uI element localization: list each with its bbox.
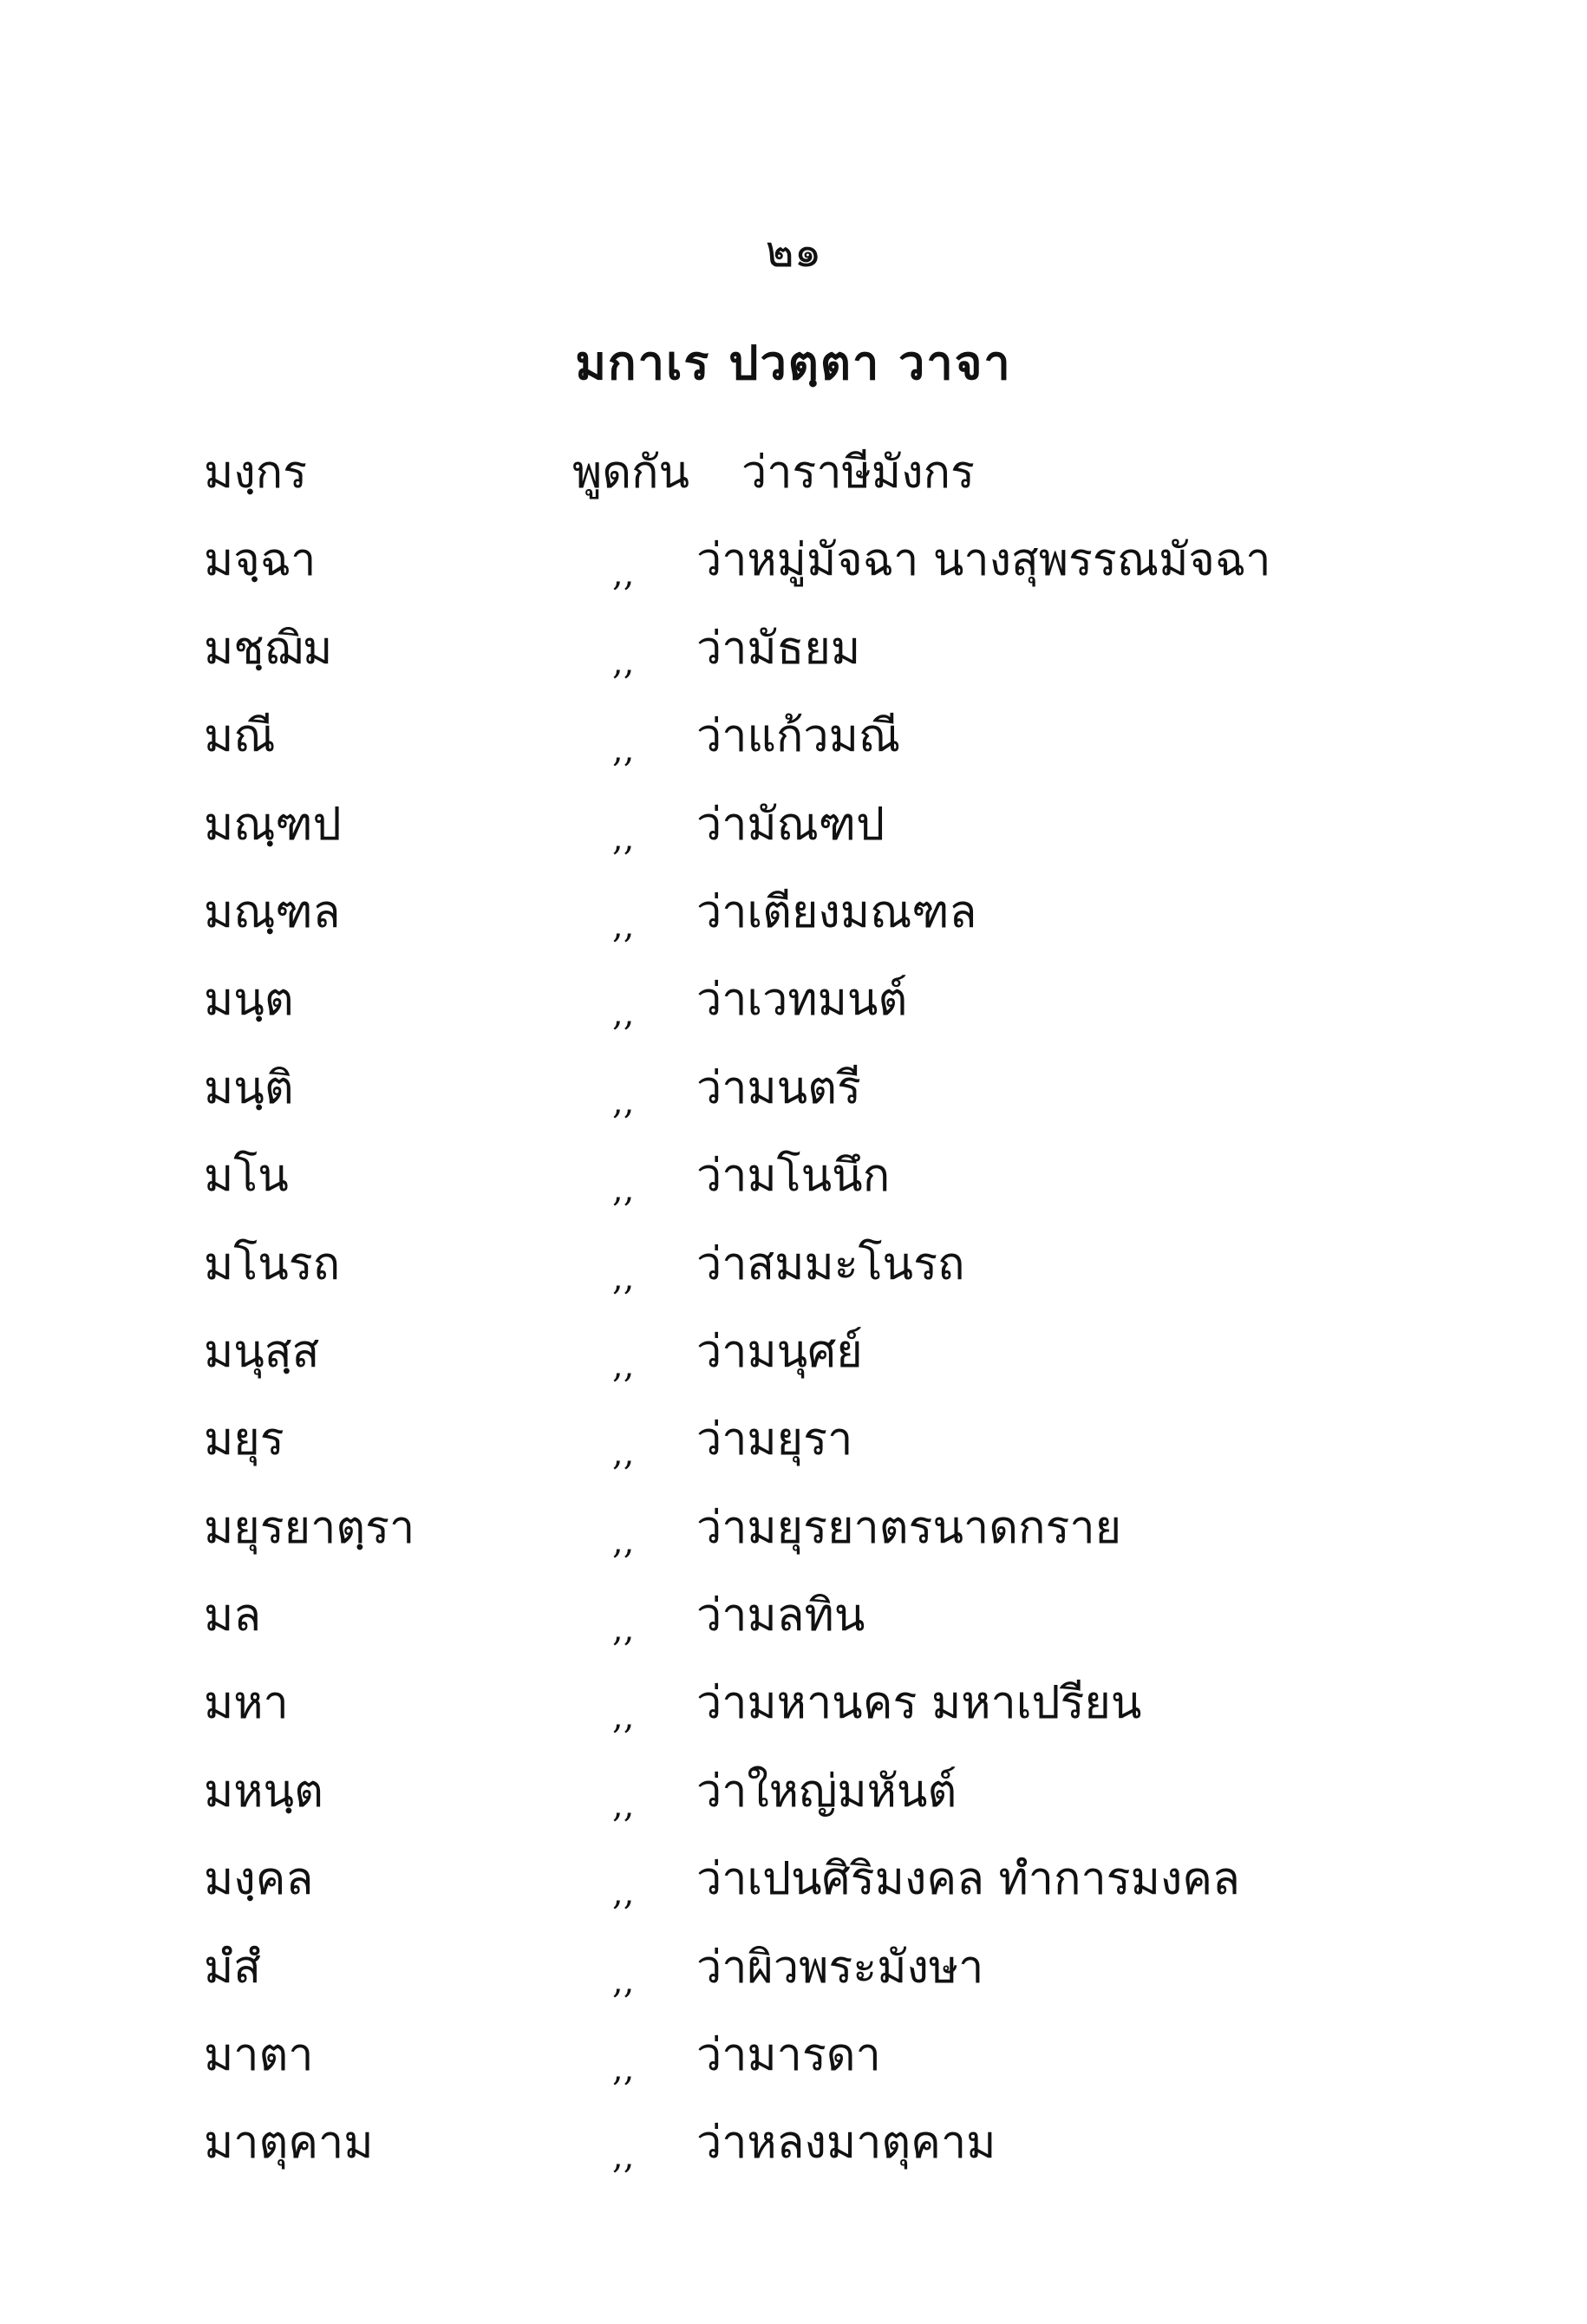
glossary-list	[0, 430, 1587, 2189]
glossary-entry	[0, 957, 1587, 1045]
entry-marker: ,,	[612, 2049, 635, 2090]
glossary-entry	[0, 1046, 1587, 1133]
glossary-entry	[0, 1485, 1587, 1573]
entry-term: มชฺฌิม	[204, 622, 333, 675]
entry-marker: ,,	[612, 1873, 635, 1914]
entry-marker: ,,	[612, 1961, 635, 2001]
entry-definition: ว่ามัณฑป	[696, 798, 885, 851]
entry-term: มโนรถ	[204, 1237, 341, 1290]
glossary-entry	[0, 1573, 1587, 1661]
entry-term: มณฺฑล	[204, 885, 341, 938]
entry-term: มยุรยาตฺรา	[204, 1501, 415, 1554]
entry-marker: ,,	[612, 1697, 635, 1738]
entry-term: มจฺฉา	[204, 534, 317, 587]
entry-term: มํสํ	[204, 1941, 262, 1994]
glossary-entry	[0, 1309, 1587, 1397]
glossary-entry	[0, 1661, 1587, 1748]
entry-definition: ว่าเตียงมณฑล	[696, 885, 977, 938]
entry-definition: ว่ามนตรี	[696, 1061, 861, 1114]
entry-definition: ว่ามหานคร มหาเปรียน	[696, 1677, 1142, 1730]
entry-marker: ,,	[612, 1521, 635, 1562]
glossary-entry	[0, 1222, 1587, 1309]
section-heading: มกาเร ปวตฺตา วาจา	[575, 335, 1012, 390]
entry-marker: ,,	[612, 730, 635, 771]
entry-term: มนุสฺส	[204, 1325, 320, 1378]
glossary-entry	[0, 430, 1587, 518]
glossary-entry	[0, 1133, 1587, 1221]
entry-definition: ว่าใหญ่มหันต์	[696, 1765, 957, 1818]
entry-marker: ,,	[612, 1433, 635, 1474]
entry-definition: ว่าหลงมาตุคาม	[696, 2117, 996, 2170]
glossary-entry	[0, 2013, 1587, 2100]
entry-definition: ว่ามลทิน	[696, 1590, 865, 1642]
glossary-entry	[0, 518, 1587, 605]
entry-term: มหา	[204, 1677, 289, 1730]
glossary-entry	[0, 1749, 1587, 1837]
entry-marker: ,,	[612, 818, 635, 858]
glossary-entry	[0, 2100, 1587, 2188]
entry-marker: ,,	[612, 642, 635, 682]
entry-marker: ,,	[612, 1345, 635, 1386]
glossary-entry	[0, 1397, 1587, 1485]
glossary-entry	[0, 1837, 1587, 1924]
entry-definition: ว่าราษีมังกร	[741, 447, 975, 499]
entry-term: มงฺคล	[204, 1853, 314, 1906]
entry-definition: ว่ามยุรา	[696, 1413, 853, 1466]
entry-definition: ว่าผิวพระมังษา	[696, 1941, 984, 1994]
entry-marker: ,,	[612, 1785, 635, 1825]
entry-marker: ,,	[612, 1609, 635, 1650]
entry-marker: ,,	[612, 2137, 635, 2177]
entry-marker: ,,	[612, 1170, 635, 1211]
glossary-entry	[0, 782, 1587, 870]
entry-definition: ว่ามนุศย์	[696, 1325, 863, 1378]
entry-term: มณฺฑป	[204, 798, 342, 851]
entry-definition: ว่าสมมะโนรถ	[696, 1237, 965, 1290]
entry-definition: ว่าเวทมนต์	[696, 974, 908, 1027]
entry-term: มณี	[204, 710, 276, 763]
entry-marker: ,,	[612, 1257, 635, 1298]
entry-definition: ว่าเปนศิริมงคล ทำการมงคล	[696, 1853, 1240, 1906]
entry-term: มงฺกร	[204, 447, 308, 499]
glossary-entry	[0, 870, 1587, 957]
entry-term: มยุร	[204, 1413, 284, 1466]
entry-term: มโน	[204, 1150, 289, 1203]
glossary-entry	[0, 1925, 1587, 2013]
entry-marker: ,,	[612, 994, 635, 1035]
entry-marker: ,,	[612, 1081, 635, 1122]
entry-definition: ว่ามยุรยาตรนาดกราย	[696, 1501, 1122, 1554]
entry-term: มนฺต	[204, 974, 294, 1027]
entry-definition: ว่าหมู่มัจฉา นางสุพรรณมัจฉา	[696, 534, 1271, 587]
page-number: ๒๑	[765, 226, 822, 277]
glossary-entry	[0, 606, 1587, 694]
entry-term: มาตุคาม	[204, 2117, 374, 2170]
entry-marker: ,,	[612, 905, 635, 946]
entry-term: มาตา	[204, 2029, 314, 2082]
entry-term: มนฺติ	[204, 1061, 294, 1114]
entry-definition: ว่ามัธยม	[696, 622, 861, 675]
entry-definition: ว่ามารดา	[696, 2029, 881, 2082]
entry-term: มล	[204, 1590, 262, 1642]
entry-definition: ว่าแก้วมณี	[696, 710, 901, 763]
entry-definition: ว่ามโนนึก	[696, 1150, 891, 1203]
entry-marker: ,,	[612, 554, 635, 595]
entry-term: มหนฺต	[204, 1765, 323, 1818]
entry-marker: พูดกัน	[572, 447, 690, 499]
glossary-entry	[0, 694, 1587, 781]
